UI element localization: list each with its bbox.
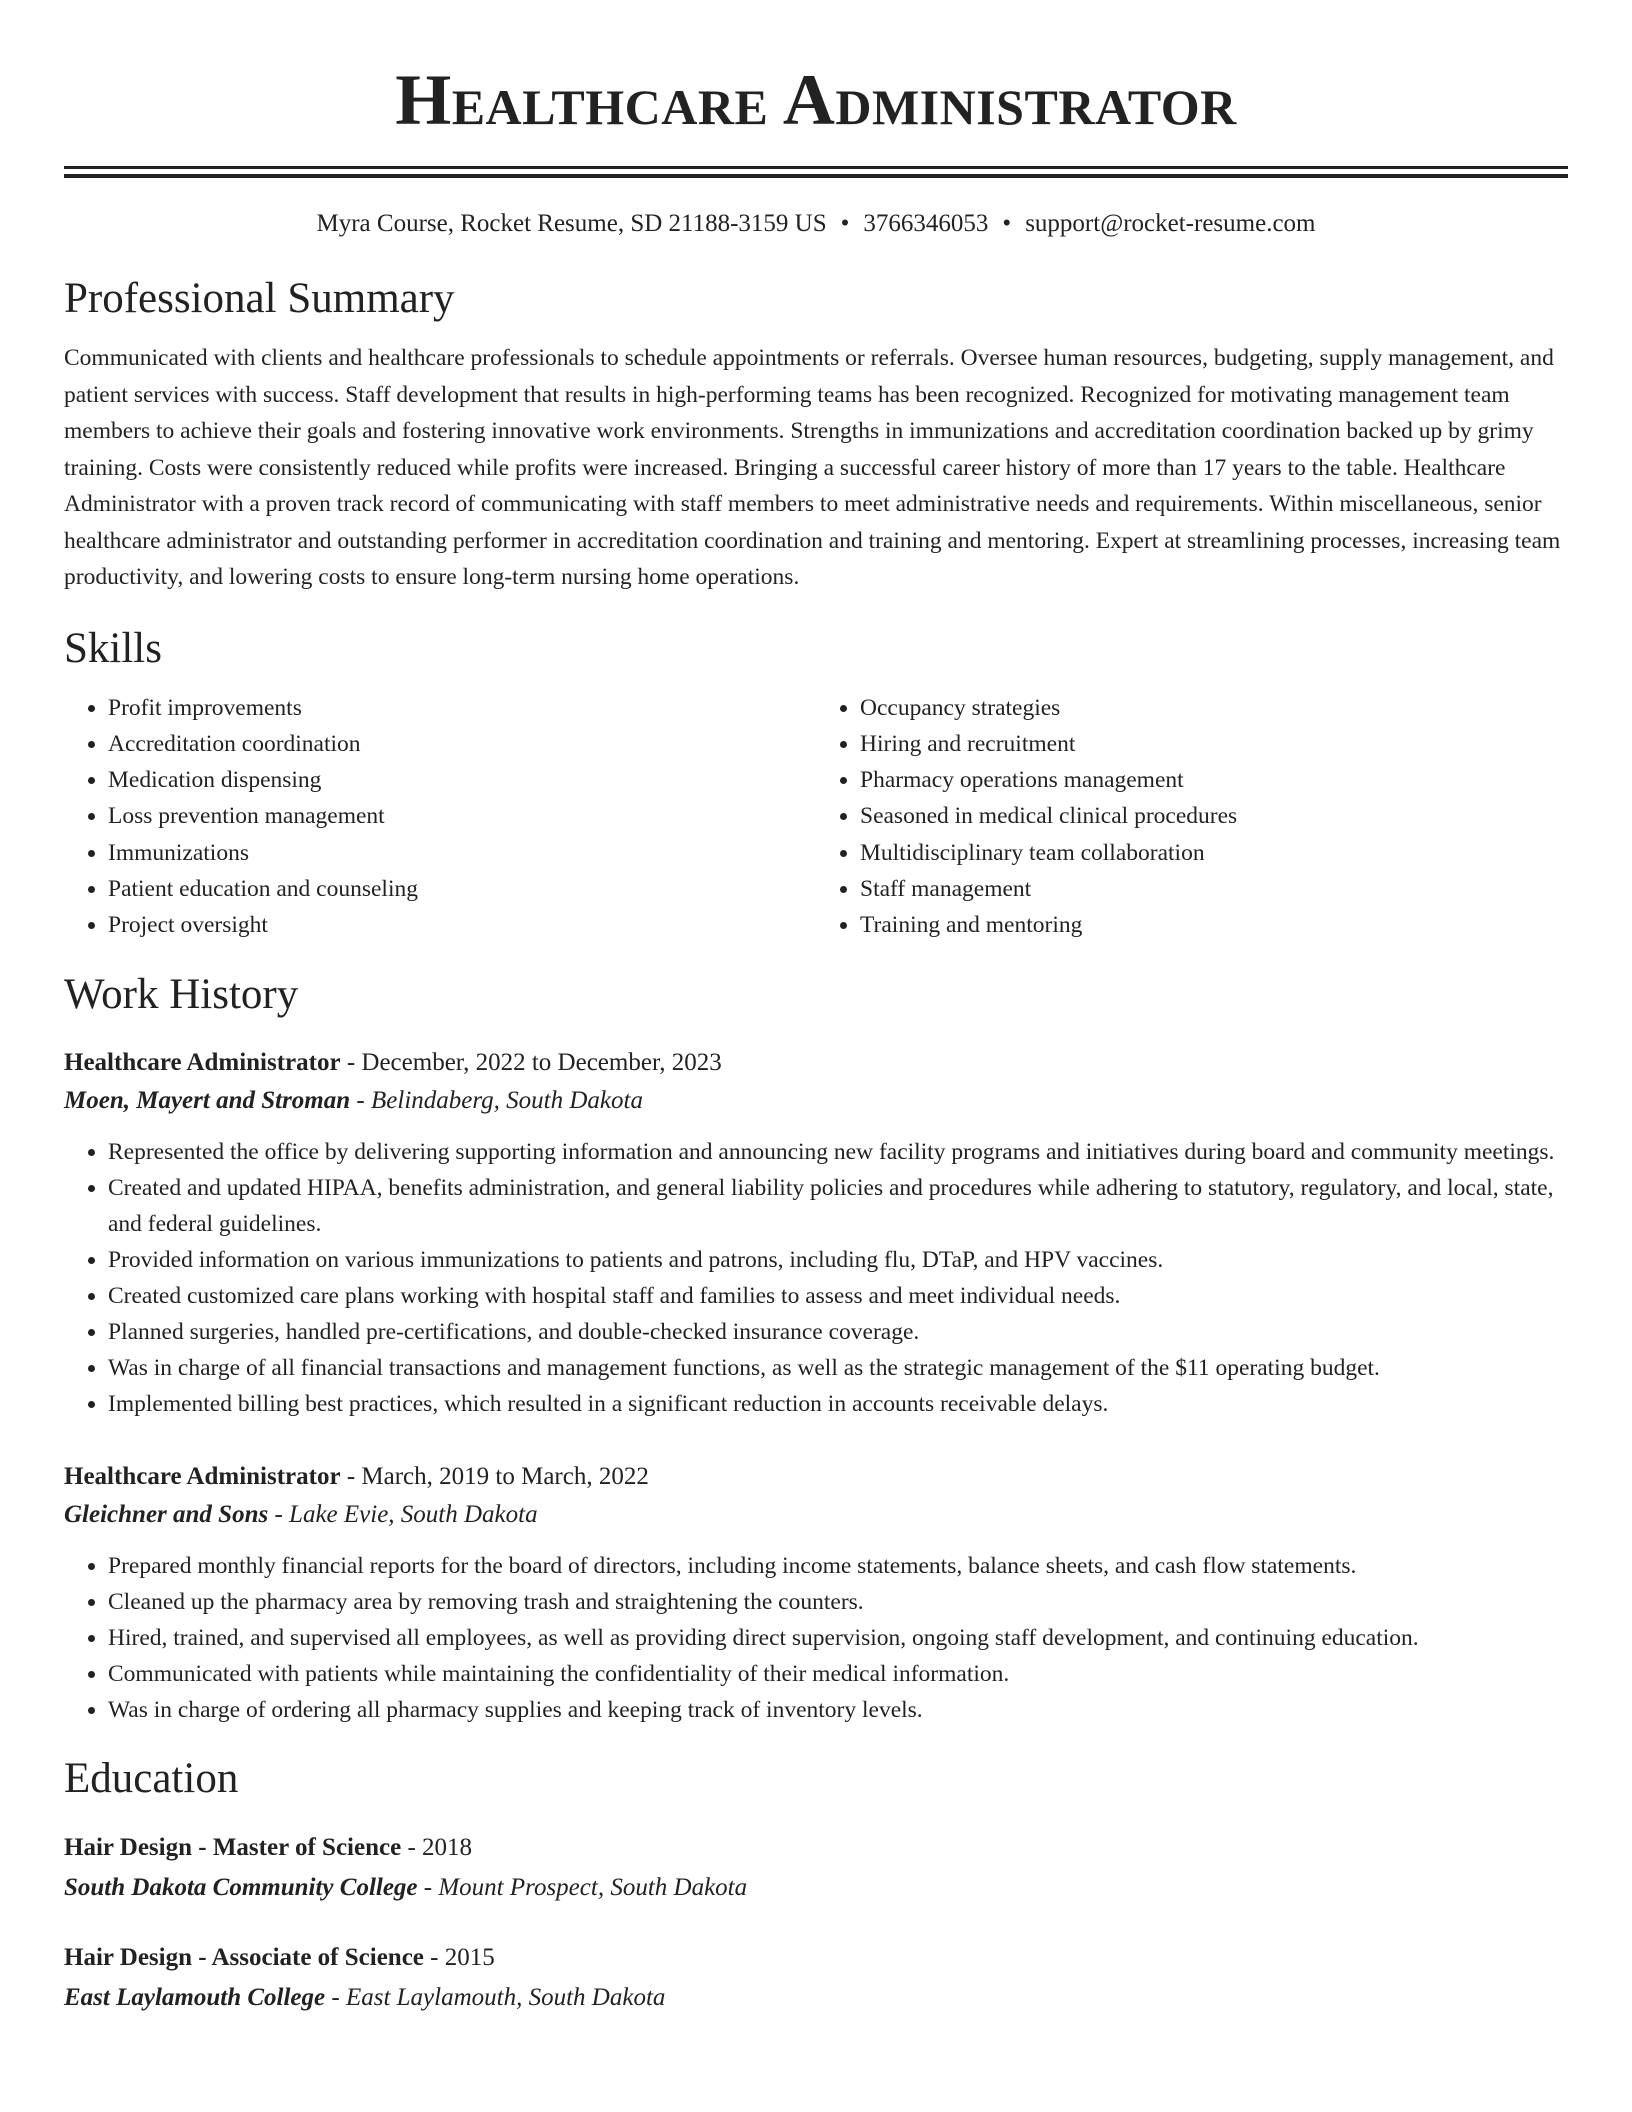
dash-separator: -: [350, 1086, 371, 1114]
degree-year: 2018: [422, 1833, 473, 1861]
job-bullet: • Provided information on various immunizations to patients and patrons, including flu, DTaP, and HPV vaccines.: [108, 1242, 1568, 1278]
work-history-section: [64, 968, 1568, 1728]
skill-item: • Profit improvements: [108, 690, 816, 726]
skill-item: • Accreditation coordination: [108, 726, 816, 762]
school-line: [64, 1868, 1568, 1908]
job-bullet: • Cleaned up the pharmacy area by removing trash and straightening the counters.: [108, 1584, 1568, 1620]
job-bullet: • Communicated with patients while maintaining the confidentiality of their medical information.: [108, 1656, 1568, 1692]
skill-item: • Project oversight: [108, 907, 816, 943]
job-bullets: [64, 1134, 1568, 1422]
skills-grid: [64, 690, 1568, 944]
skills-column-left: [64, 690, 816, 944]
job-bullet: • Implemented billing best practices, which resulted in a significant reduction in accounts receivable delays.: [108, 1386, 1568, 1422]
section-heading-education: Education: [64, 1754, 239, 1802]
dash-separator: -: [268, 1500, 290, 1528]
degree-year: 2015: [444, 1943, 495, 1971]
company-name: Moen, Mayert and Stroman: [64, 1086, 351, 1114]
job-entry: [64, 1458, 1568, 1728]
degree-name: Hair Design - Associate of Science: [64, 1943, 424, 1971]
job-bullet: • Planned surgeries, handled pre-certifications, and double-checked insurance coverage.: [108, 1314, 1568, 1350]
job-title: Healthcare Administrator: [64, 1462, 341, 1490]
bullet-separator: •: [1002, 210, 1012, 237]
skill-item: • Medication dispensing: [108, 762, 816, 798]
summary-text: Communicated with clients and healthcare professionals to schedule appointments or referrals. Oversee human resources, budgeting, supply management, and patient services with success. Staff development that results in high-performing teams has been recognized. Recognized for motivating management team members to achieve their goals and fostering innovative work environments. Strengths in immunizations and accreditation coordination backed up by grimy training. Costs were consistently reduced while profits were increased. Bringing a successful career history of more than 17 years to the table. Healthcare Administrator with a proven track record of communicating with staff members to meet administrative needs and requirements. Within miscellaneous, senior healthcare administrator and outstanding performer in accreditation coordination and training and mentoring. Expert at streamlining processes, increasing team productivity, and lowering costs to ensure long-term nursing home operations.: [64, 345, 1561, 590]
skill-item: • Immunizations: [108, 835, 816, 871]
job-bullet: • Hired, trained, and supervised all employees, as well as providing direct supervision, ongoing staff development, and continuing education.: [108, 1620, 1568, 1656]
job-bullet: • Created and updated HIPAA, benefits administration, and general liability policies and procedures while adhering to statutory, regulatory, and local, state, and federal guidelines.: [108, 1170, 1568, 1242]
skills-section: [64, 622, 1568, 944]
skill-item: • Loss prevention management: [108, 798, 816, 834]
company-name: Gleichner and Sons: [64, 1500, 269, 1528]
job-bullet: • Was in charge of ordering all pharmacy supplies and keeping track of inventory levels.: [108, 1692, 1568, 1728]
resume-title: Healthcare Administrator: [395, 60, 1237, 140]
skill-item: • Training and mentoring: [860, 907, 1568, 943]
skill-item: • Patient education and counseling: [108, 871, 816, 907]
contact-address: Myra Course, Rocket Resume, SD 21188-3159 US: [316, 210, 827, 237]
section-heading-skills: Skills: [64, 624, 162, 672]
skill-item: • Occupancy strategies: [860, 690, 1568, 726]
job-bullet: • Represented the office by delivering supporting information and announcing new facility programs and initiatives during board and community meetings.: [108, 1134, 1568, 1170]
contact-line: [64, 208, 1568, 240]
title-divider: [64, 166, 1568, 178]
skill-item: • Staff management: [860, 871, 1568, 907]
dash-separator: -: [417, 1873, 439, 1901]
job-title: Healthcare Administrator: [64, 1048, 341, 1076]
professional-summary-section: [64, 272, 1568, 596]
company-location: Belindaberg, South Dakota: [371, 1086, 643, 1114]
skill-item: • Pharmacy operations management: [860, 762, 1568, 798]
dash-separator: -: [325, 1983, 346, 2011]
skill-item: • Seasoned in medical clinical procedures: [860, 798, 1568, 834]
resume-page: [64, 0, 1568, 2018]
job-bullet: • Created customized care plans working with hospital staff and families to assess and meet individual needs.: [108, 1278, 1568, 1314]
education-section: [64, 1752, 1568, 2018]
job-bullet: • Prepared monthly financial reports for the board of directors, including income statements, balance sheets, and cash flow statements.: [108, 1548, 1568, 1584]
dash-separator: -: [401, 1833, 423, 1861]
education-entry: [64, 1938, 1568, 2018]
company-location: Lake Evie, South Dakota: [289, 1500, 538, 1528]
job-entry: [64, 1044, 1568, 1422]
dash-separator: -: [423, 1943, 445, 1971]
job-bullet: • Was in charge of all financial transactions and management functions, as well as the strategic management of the $11 operating budget.: [108, 1350, 1568, 1386]
bullet-separator: •: [840, 210, 850, 237]
job-title-line: [64, 1458, 1568, 1496]
job-dates: December, 2022 to December, 2023: [361, 1048, 722, 1076]
degree-line: [64, 1828, 1568, 1868]
section-heading-work-history: Work History: [64, 970, 299, 1018]
dash-separator: -: [340, 1048, 362, 1076]
contact-email: support@rocket-resume.com: [1025, 210, 1316, 237]
contact-phone: 3766346053: [863, 210, 989, 237]
section-heading-summary: Professional Summary: [64, 275, 455, 322]
skill-item: • Hiring and recruitment: [860, 726, 1568, 762]
job-bullets: [64, 1548, 1568, 1728]
dash-separator: -: [340, 1462, 362, 1490]
school-location: Mount Prospect, South Dakota: [438, 1873, 748, 1901]
school-name: South Dakota Community College: [64, 1873, 418, 1901]
job-dates: March, 2019 to March, 2022: [361, 1462, 649, 1490]
school-name: East Laylamouth College: [64, 1983, 326, 2011]
degree-line: [64, 1938, 1568, 1978]
skill-item: • Multidisciplinary team collaboration: [860, 835, 1568, 871]
degree-name: Hair Design - Master of Science: [64, 1833, 402, 1861]
skills-column-right: [816, 690, 1568, 944]
company-line: [64, 1082, 1568, 1120]
school-location: East Laylamouth, South Dakota: [345, 1983, 666, 2011]
company-line: [64, 1496, 1568, 1534]
job-title-line: [64, 1044, 1568, 1082]
education-entry: [64, 1828, 1568, 1908]
school-line: [64, 1978, 1568, 2018]
